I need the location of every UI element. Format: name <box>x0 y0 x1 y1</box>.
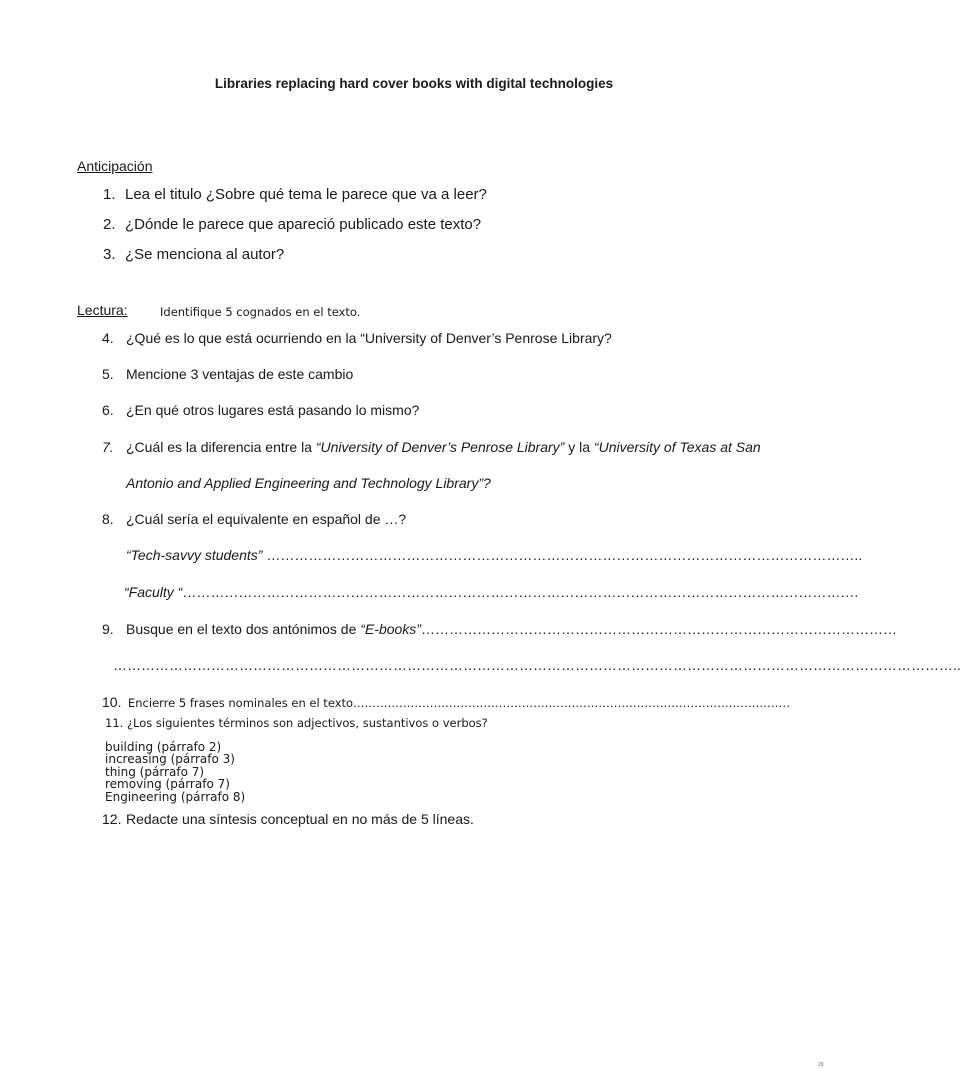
question-text: Mencione 3 ventajas de este cambio <box>126 366 354 382</box>
question-number: 5. <box>102 366 114 382</box>
question-text: ¿Cuál es la diferencia entre la <box>126 439 316 455</box>
question-number: 8. <box>102 511 114 527</box>
answer-dots: ……………………………………………………………………………………………………………….. <box>262 547 863 563</box>
question-text: Busque en el texto dos antónimos de <box>126 621 361 637</box>
question-term: “University of Denver’s Penrose Library” <box>315 439 565 455</box>
question-text: y la <box>564 439 594 455</box>
question-number: 1. <box>103 186 116 203</box>
term-list <box>105 741 245 803</box>
question-text: Lea el titulo ¿Sobre qué tema le parece que va a leer? <box>125 186 487 203</box>
answer-dots: …………………………………………………………………………………………………… <box>353 696 791 710</box>
question-4 <box>102 330 612 346</box>
list-item: building (párrafo 2) <box>105 740 222 754</box>
question-text: Redacte una síntesis conceptual en no más de 5 líneas. <box>126 811 474 827</box>
question-number: 7. <box>102 439 114 455</box>
question-term: “E-books” <box>360 621 421 637</box>
question-number: 2. <box>103 216 116 233</box>
answer-line-tech-savvy <box>126 547 862 563</box>
question-text: ¿Cuál sería el equivalente en español de …? <box>126 511 407 527</box>
question-text: ¿En qué otros lugares está pasando lo mismo? <box>126 402 420 418</box>
list-item: thing (párrafo 7) <box>105 764 205 779</box>
question-9 <box>102 621 897 637</box>
question-text: ¿Se menciona al autor? <box>125 246 285 263</box>
question-text: ¿Dónde le parece que apareció publicado este texto? <box>125 216 482 233</box>
page-number: 28 <box>818 1062 824 1068</box>
answer-line-faculty <box>124 584 858 600</box>
question-term: “University of Texas at San <box>593 439 761 455</box>
list-item: increasing (párrafo 3) <box>105 752 235 767</box>
section-heading-lectura: Lectura: <box>77 302 128 318</box>
question-number: 6. <box>102 402 114 418</box>
answer-line-antonimos: ……………………………………………………………………………………………………………………………………………………………….. <box>113 657 961 673</box>
question-number: 10. <box>102 694 122 710</box>
question-10 <box>102 694 790 712</box>
question-5 <box>102 366 353 382</box>
question-7-continued: Antonio and Applied Engineering and Technology Library”? <box>126 475 491 491</box>
question-term: “Tech-savvy students” <box>126 547 263 563</box>
question-11: 11. ¿Los siguientes términos son adjectivos, sustantivos o verbos? <box>105 716 488 730</box>
question-1 <box>103 186 487 203</box>
question-number: 12. <box>102 811 122 827</box>
list-item: Engineering (párrafo 8) <box>105 789 246 804</box>
question-number: 9. <box>102 621 114 637</box>
document-title: Libraries replacing hard cover books with digital technologies <box>214 76 614 91</box>
question-2 <box>103 216 481 233</box>
question-6 <box>102 402 419 418</box>
answer-dots: ………………………………………………………………………………………………………………………………. <box>182 584 859 600</box>
question-term: “Faculty “ <box>124 584 183 600</box>
question-text: Encierre 5 frases nominales en el texto <box>128 696 354 710</box>
question-number: 3. <box>103 246 116 263</box>
question-8 <box>102 511 406 527</box>
question-text: ¿Qué es lo que está ocurriendo en la “University of Denver’s Penrose Library? <box>126 330 612 346</box>
question-3 <box>103 246 284 263</box>
question-12 <box>102 811 474 827</box>
section-heading-anticipacion: Anticipación <box>77 158 153 174</box>
answer-dots: ………………………………………………………………………………………… <box>420 621 897 637</box>
lectura-intro: Identifique 5 cognados en el texto. <box>160 305 361 319</box>
list-item: removing (párrafo 7) <box>105 777 230 792</box>
question-7 <box>102 439 761 455</box>
question-number: 4. <box>102 330 114 346</box>
